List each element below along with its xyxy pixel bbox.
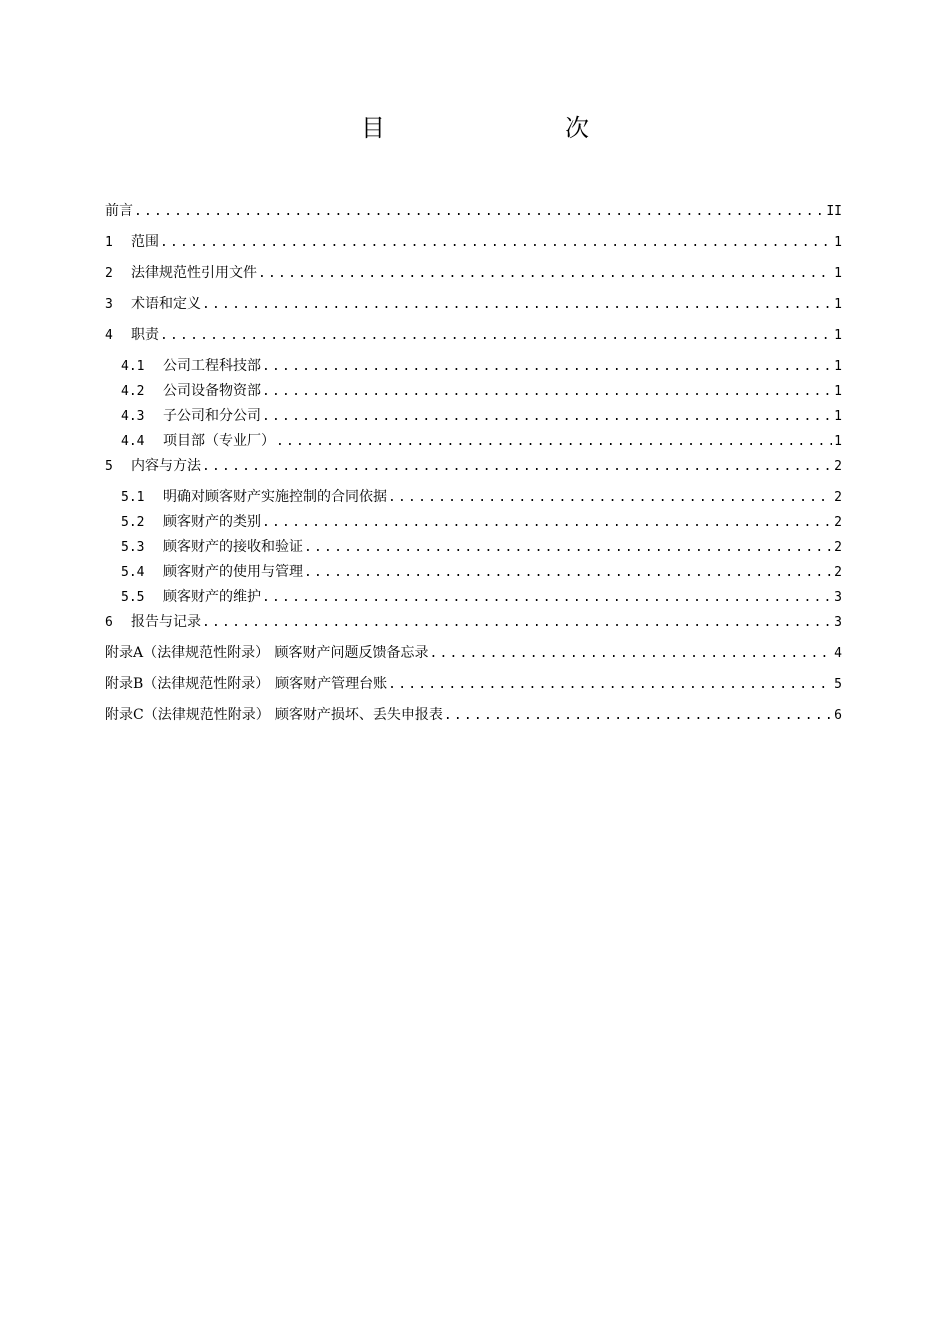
- toc-entry-label: 公司工程科技部: [163, 358, 261, 374]
- toc-entry-number: 2: [105, 266, 113, 281]
- toc-entry-label: 子公司和分公司: [163, 408, 261, 424]
- toc-entry-appendix-tag: 附录B（法律规范性附录）: [105, 676, 270, 692]
- toc-entry[interactable]: [105, 354, 842, 379]
- toc-entry-page-number: 1: [834, 297, 842, 312]
- toc-entry-number: 4: [105, 328, 113, 343]
- toc-entry-dot-leader: [262, 354, 832, 379]
- toc-entry-label: 顾客财产损坏、丢失申报表: [274, 707, 443, 723]
- toc-entry[interactable]: [105, 323, 842, 354]
- toc-entry-number: 1: [105, 235, 113, 250]
- page-title: 目 次: [361, 114, 633, 142]
- toc-entry-number: 5.3: [121, 540, 145, 555]
- toc-entry-page-number: 1: [834, 434, 842, 449]
- toc-entry-dot-leader: [160, 323, 832, 348]
- toc-entry-label: 顾客财产管理台账: [275, 676, 388, 692]
- toc-entry-page-number: 1: [834, 384, 842, 399]
- toc-entry-number: 5.1: [121, 490, 145, 505]
- toc-entry-page-number: 3: [834, 615, 842, 630]
- toc-entry-label: 范围: [131, 234, 159, 250]
- toc-entry[interactable]: [105, 292, 842, 323]
- toc-entry-page-number: 2: [834, 490, 842, 505]
- toc-entry-appendix-tag: 附录C（法律规范性附录）: [105, 707, 270, 723]
- toc-entry[interactable]: [105, 535, 842, 560]
- toc-entry-label: 术语和定义: [131, 296, 201, 312]
- toc-entry[interactable]: [105, 703, 842, 734]
- toc-entry-number: 3: [105, 297, 113, 312]
- toc-entry-page-number: 1: [834, 409, 842, 424]
- toc-entry-dot-leader: [134, 199, 824, 224]
- toc-entry[interactable]: [105, 454, 842, 485]
- toc-entry-dot-leader: [262, 404, 832, 429]
- toc-entry[interactable]: [105, 641, 842, 672]
- toc-entry-page-number: 5: [834, 677, 842, 692]
- toc-entry-page-number: II: [826, 204, 842, 219]
- toc-entry-appendix-tag: 附录A（法律规范性附录）: [105, 645, 270, 661]
- toc-entry-number: 5.2: [121, 515, 145, 530]
- toc-entry-page-number: 1: [834, 359, 842, 374]
- toc-entry-page-number: 2: [834, 515, 842, 530]
- table-of-contents: [105, 199, 842, 734]
- toc-entry-label: 公司设备物资部: [163, 383, 261, 399]
- toc-entry[interactable]: [105, 379, 842, 404]
- toc-entry-page-number: 2: [834, 565, 842, 580]
- toc-entry[interactable]: [105, 404, 842, 429]
- toc-entry[interactable]: [105, 585, 842, 610]
- toc-entry-label: 法律规范性引用文件: [131, 265, 257, 281]
- toc-entry-label: 前言: [105, 203, 133, 219]
- toc-entry[interactable]: [105, 485, 842, 510]
- toc-entry-page-number: 1: [834, 235, 842, 250]
- toc-entry-dot-leader: [262, 379, 832, 404]
- toc-entry-page-number: 1: [834, 266, 842, 281]
- toc-entry-dot-leader: [160, 230, 832, 255]
- toc-entry-page-number: 6: [834, 708, 842, 723]
- toc-entry-page-number: 2: [834, 540, 842, 555]
- toc-entry-dot-leader: [262, 510, 832, 535]
- toc-entry[interactable]: [105, 199, 842, 230]
- toc-entry-dot-leader: [429, 641, 832, 666]
- toc-entry-page-number: 1: [834, 328, 842, 343]
- toc-entry[interactable]: [105, 230, 842, 261]
- toc-entry-number: 6: [105, 615, 113, 630]
- toc-entry-number: 4.3: [121, 409, 145, 424]
- toc-entry-dot-leader: [444, 703, 832, 728]
- toc-entry[interactable]: [105, 429, 842, 454]
- toc-entry-label: 顾客财产的类别: [163, 514, 261, 530]
- toc-entry[interactable]: [105, 560, 842, 585]
- toc-entry-label: 明确对顾客财产实施控制的合同依据: [163, 489, 387, 505]
- toc-entry-label: 报告与记录: [131, 614, 201, 630]
- toc-entry-dot-leader: [262, 585, 832, 610]
- toc-entry[interactable]: [105, 672, 842, 703]
- toc-entry-label: 顾客财产的维护: [163, 589, 261, 605]
- toc-entry-page-number: 3: [834, 590, 842, 605]
- toc-entry-dot-leader: [202, 454, 832, 479]
- toc-entry-label: 职责: [131, 327, 159, 343]
- toc-entry-number: 4.4: [121, 434, 145, 449]
- toc-entry-dot-leader: [202, 610, 832, 635]
- toc-entry-dot-leader: [388, 485, 832, 510]
- toc-entry-page-number: 4: [834, 646, 842, 661]
- toc-entry-number: 4.1: [121, 359, 145, 374]
- toc-entry-dot-leader: [258, 261, 832, 286]
- toc-entry-label: 内容与方法: [131, 458, 201, 474]
- toc-entry[interactable]: [105, 261, 842, 292]
- toc-entry-dot-leader: [304, 560, 832, 585]
- toc-entry-number: 5.4: [121, 565, 145, 580]
- toc-entry-number: 4.2: [121, 384, 145, 399]
- toc-entry-page-number: 2: [834, 459, 842, 474]
- toc-entry[interactable]: [105, 510, 842, 535]
- toc-entry-label: 项目部（专业厂）: [163, 433, 275, 449]
- toc-entry-number: 5.5: [121, 590, 145, 605]
- toc-entry-dot-leader: [276, 429, 832, 454]
- toc-entry-label: 顾客财产问题反馈备忘录: [274, 645, 429, 661]
- toc-entry-dot-leader: [388, 672, 832, 697]
- toc-entry-dot-leader: [202, 292, 832, 317]
- toc-entry-number: 5: [105, 459, 113, 474]
- toc-entry-label: 顾客财产的接收和验证: [163, 539, 303, 555]
- toc-entry-dot-leader: [304, 535, 832, 560]
- toc-entry-label: 顾客财产的使用与管理: [163, 564, 303, 580]
- toc-entry[interactable]: [105, 610, 842, 641]
